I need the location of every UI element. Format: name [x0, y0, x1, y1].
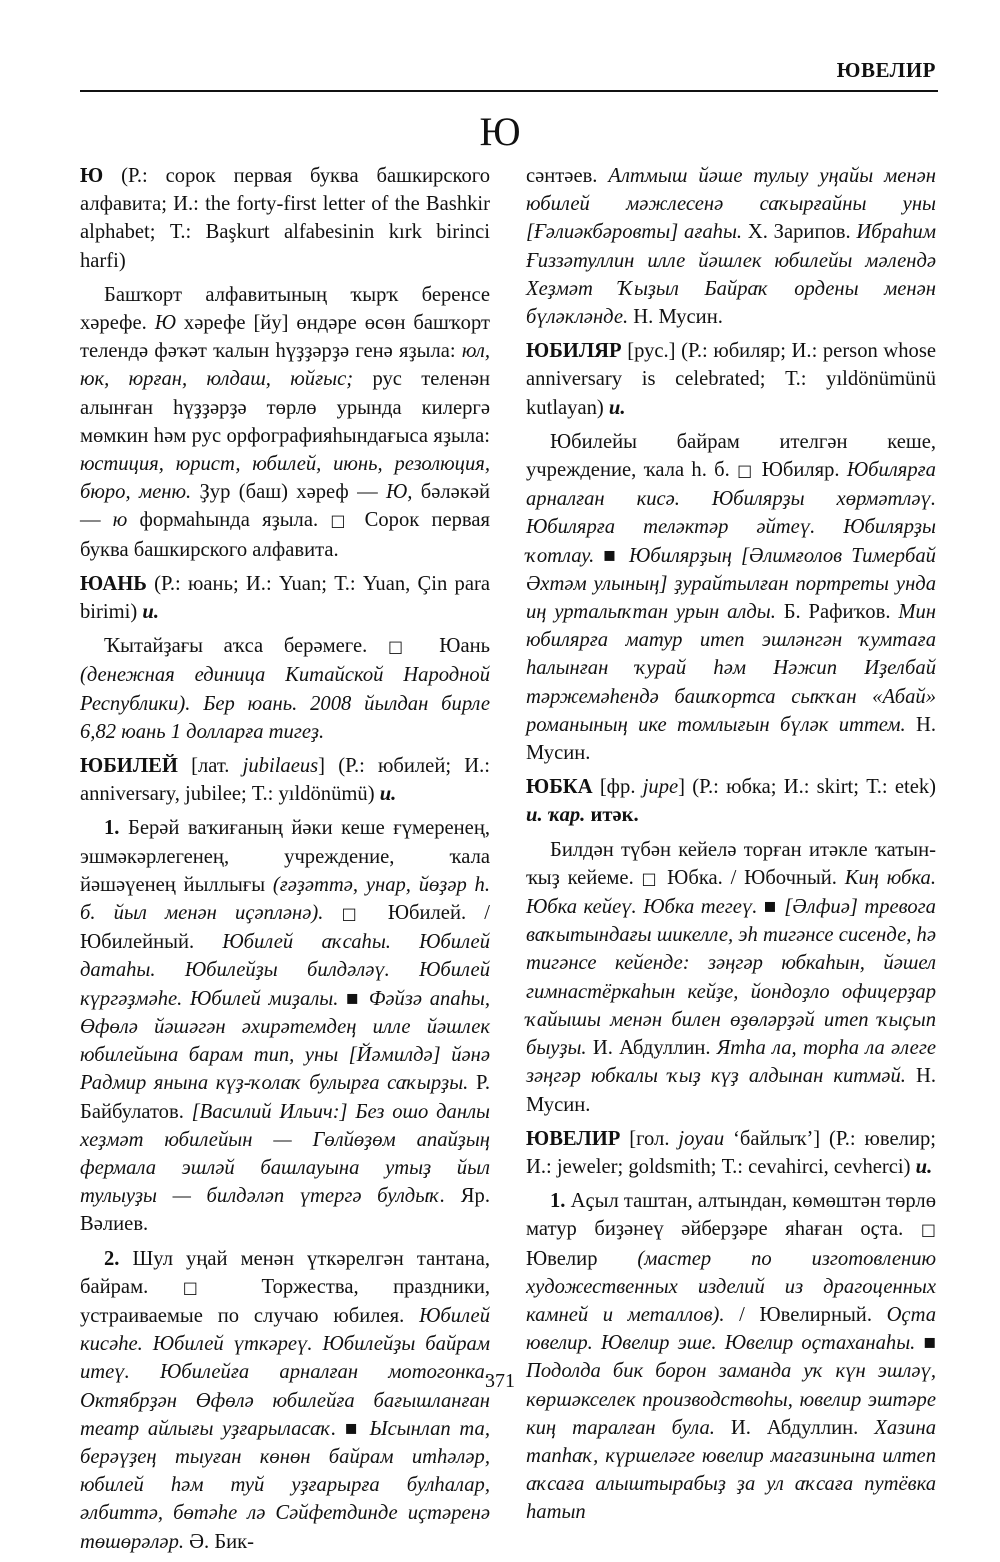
- running-head: ЮВЕЛИР: [836, 58, 936, 82]
- left-column: [80, 162, 490, 1562]
- entry-yuvelir-sense-1: 1. Аҫыл таштан, алтындан, көмөштән төрлө матур биҙәнеү әйберҙәре яһаған оҫта. □ Ювелир (мастер по изготовлению художественных изделий из драгоценных камней и металлов). / Ювелирный. Оҫта ювелир. Ювелир эше. Ювелир оҫтаханаһы. ■ Подолда бик борон заманда уҡ күн эшләү, көршәкселек производствоһы, ювелир эштәре киң таралған була. И. Абдуллин. Хазина тапһаҡ, күршеләге ювелир магазинына илтеп аҡсаға алыштырабыҙ ҙа ул аҡсаға путёвка һатып: [526, 1190, 937, 1524]
- square-marker: □: [920, 1220, 936, 1240]
- entry-yubka: ЮБКА [фр. jupe] (Р.: юбка; И.: skirt; Т.: etek) и. ҡар. итәк.: [526, 776, 936, 827]
- entry-yuan-definition: Ҡытайҙағы аҡса берәмеге. □ Юань (денежная единица Китайской Народной Республики). Бер юань. 2008 йылдан бирле 6,82 юань 1 долларға тигеҙ.: [80, 635, 490, 743]
- entry-yubiley-continuation: сәнтәев. Алтмыш йәше тулыу уңайы менән юбилей мәжлесенә саҡырғайны уны [Ғәлиәкбәровты] ағаһы. Х. Зарипов. Ибраһим Ғиззәтуллин илле йәшлек юбилейы мәлендә Хеҙмәт Ҡыҙыл Байраҡ ордены менән бүләкләнде. Н. Мусин.: [526, 165, 936, 329]
- headword: Ю: [80, 165, 104, 187]
- headword: ЮВЕЛИР: [526, 1127, 621, 1150]
- square-marker: □: [182, 1277, 228, 1297]
- headword: ЮАНЬ: [80, 572, 147, 595]
- page-number: 371: [485, 1370, 515, 1392]
- entry-yubiley-sense-2: 2. Шул уңай менән үткәрелгән тантана, байрам. □ Торжества, праздники, устраиваемые по случаю юбилея. Юбилей кисәһе. Юбилей үткәреү. Юбилейҙы байрам итеү. Юбилейға арналған мотогонка. Октябрҙән Өфөлә юбилейға бағышланған театр айлығы уҙғарыласаҡ. ■ Ысынлап та, берәүҙең тыуған көнөн байрам итһәләр, юбилей һәм туй уҙғарырға булһалар, әлбиттә, бөтәһе лә Сәйфетдинде иҫтәренә төшөрәләр. Ә. Бик-: [80, 1247, 491, 1553]
- black-square-marker: ■: [594, 544, 629, 567]
- headword: ЮБИЛЕЙ: [80, 755, 178, 778]
- entry-yu-definition: Башҡорт алфавитының ҡырҡ беренсе хәрефе. Ю хәрефе [йу] өндәре өсөн башҡорт телендә фәҡәт ҡалын һүҙҙәрҙә генә яҙыла: юл, юк, юрған, юлдаш, юйғыс; рус теленән алынған һүҙҙәрҙә төрлө урында килергә мөмкин һәм рус орфографияһындағыса яҙыла: юстиция, юрист, юбилей, июнь, резолюция, бюро, меню. Ҙур (баш) хәреф — Ю, бәләкәй — ю формаһында яҙыла. □ Сорок первая буква башкирского алфавита.: [80, 283, 491, 561]
- square-marker: □: [330, 511, 353, 531]
- headword: ЮБКА: [526, 776, 593, 799]
- square-marker: □: [641, 868, 660, 888]
- entry-yuvelir: ЮВЕЛИР [гол. joyau ‘байлыҡ’] (Р.: ювелир; И.: jeweler; goldsmith; Т.: cevahirci, cevherci) и.: [526, 1127, 936, 1178]
- square-marker: □: [341, 904, 370, 924]
- square-marker: □: [737, 461, 755, 481]
- entry-yubiley-sense-1: 1. Берәй ваҡиғаның йәки кеше ғүмеренең, эшмәкәрлегенең, учреждение, ҡала йәшәүенең йыллығы (ғәҙәттә, унар, йөҙәр һ. б. йыл менән иҫәпләнә). □ Юбилей. / Юбилейный. Юбилей аҡсаһы. Юбилей датаһы. Юбилейҙы билдәләү. Юбилей күргәҙмәһе. Юбилей миҙалы. ■ Фәйзә апаһы, Өфөлә йәшәгән әхирәтемдең илле йәшлек юбилейына барам тип, уны [Йәмилдә] йәнә Радмир янына күҙ-ҡолаҡ булырға саҡырҙы. Р. Байбулатов. [Василий Ильич:] Без ошо данлы хеҙмәт юбилейын — Гөлйөҙөм апайҙың фермала эшләй башлауына утыҙ йыл тулыуҙы — билдәләп үтергә булдыҡ. Яр. Вәлиев.: [80, 817, 490, 1236]
- entry-yuan: ЮАНЬ (Р.: юань; И.: Yuan; Т.: Yuan, Çin para birimi) и.: [80, 572, 490, 624]
- cross-reference: итәк.: [585, 804, 639, 827]
- section-letter: Ю: [479, 109, 521, 154]
- black-square-marker: ■: [757, 896, 785, 919]
- black-square-marker: ■: [338, 987, 369, 1010]
- black-square-marker: ■: [336, 1417, 370, 1440]
- square-marker: □: [387, 637, 419, 657]
- entry-yubilyar-definition: Юбилейы байрам ителгән кеше, учреждение, ҡала һ. б. □ Юбиляр. Юбилярға арналған кисә. Юбилярҙы хөрмәтләү. Юбилярға теләктәр әйтеү. Юбилярҙы ҡотлау. ■ Юбилярҙың [Әлимғолов Тимербай Әхтәм улының] ҙурайтылған портреты унда иң урталыҡтан урын алды. Б. Рафиҡов. Мин юбилярға матур итеп эшләнгән ҡумтаға һалынған ҡурай һәм Нәжип Иҙелбай тәржемәһендә башҡортса сыҡҡан «Абай» романының ике томлығын бүләк иттем. Н. Мусин.: [526, 430, 936, 765]
- black-square-marker: ■: [915, 1332, 937, 1355]
- headword: ЮБИЛЯР: [526, 340, 622, 363]
- entry-yu: Ю (Р.: сорок первая буква башкирского алфавита; И.: the forty-first letter of the Bashkir alphabet; Т.: Başkurt alfabesinin kırk birinci harfi): [80, 165, 490, 272]
- header-rule: [80, 90, 938, 92]
- entry-yubilyar: ЮБИЛЯР [рус.] (Р.: юбиляр; И.: person whose anniversary is celebrated; Т.: yıldönümünü kutlayan) и.: [526, 340, 936, 419]
- entry-yubka-definition: Билдән түбән кейелә торған итәкле ҡатын-ҡыҙ кейеме. □ Юбка. / Юбочный. Киң юбка. Юбка кейеү. Юбка тегеү. ■ [Әлфиә] тревога ваҡытындағы шикелле, эһ тигәнсе сисенде, һә тигәнсе кейенде: зәңгәр юбкаһын, йәшел гимнастёркаһын кейҙе, йондоҙло офицерҙар ҡайышы менән билен өҙөләрҙәй итеп ҡыҫып быуҙы. И. Абдуллин. Ятһа ла, торһа ла әлеге зәңгәр юбкалы ҡыҙ күҙ алдынан китмәй. Н. Мусин.: [526, 838, 937, 1116]
- right-column: [526, 162, 936, 1533]
- entry-yubiley: ЮБИЛЕЙ [лат. jubilaeus] (Р.: юбилей; И.: anniversary, jubilee; Т.: yıldönümü) и.: [80, 755, 490, 806]
